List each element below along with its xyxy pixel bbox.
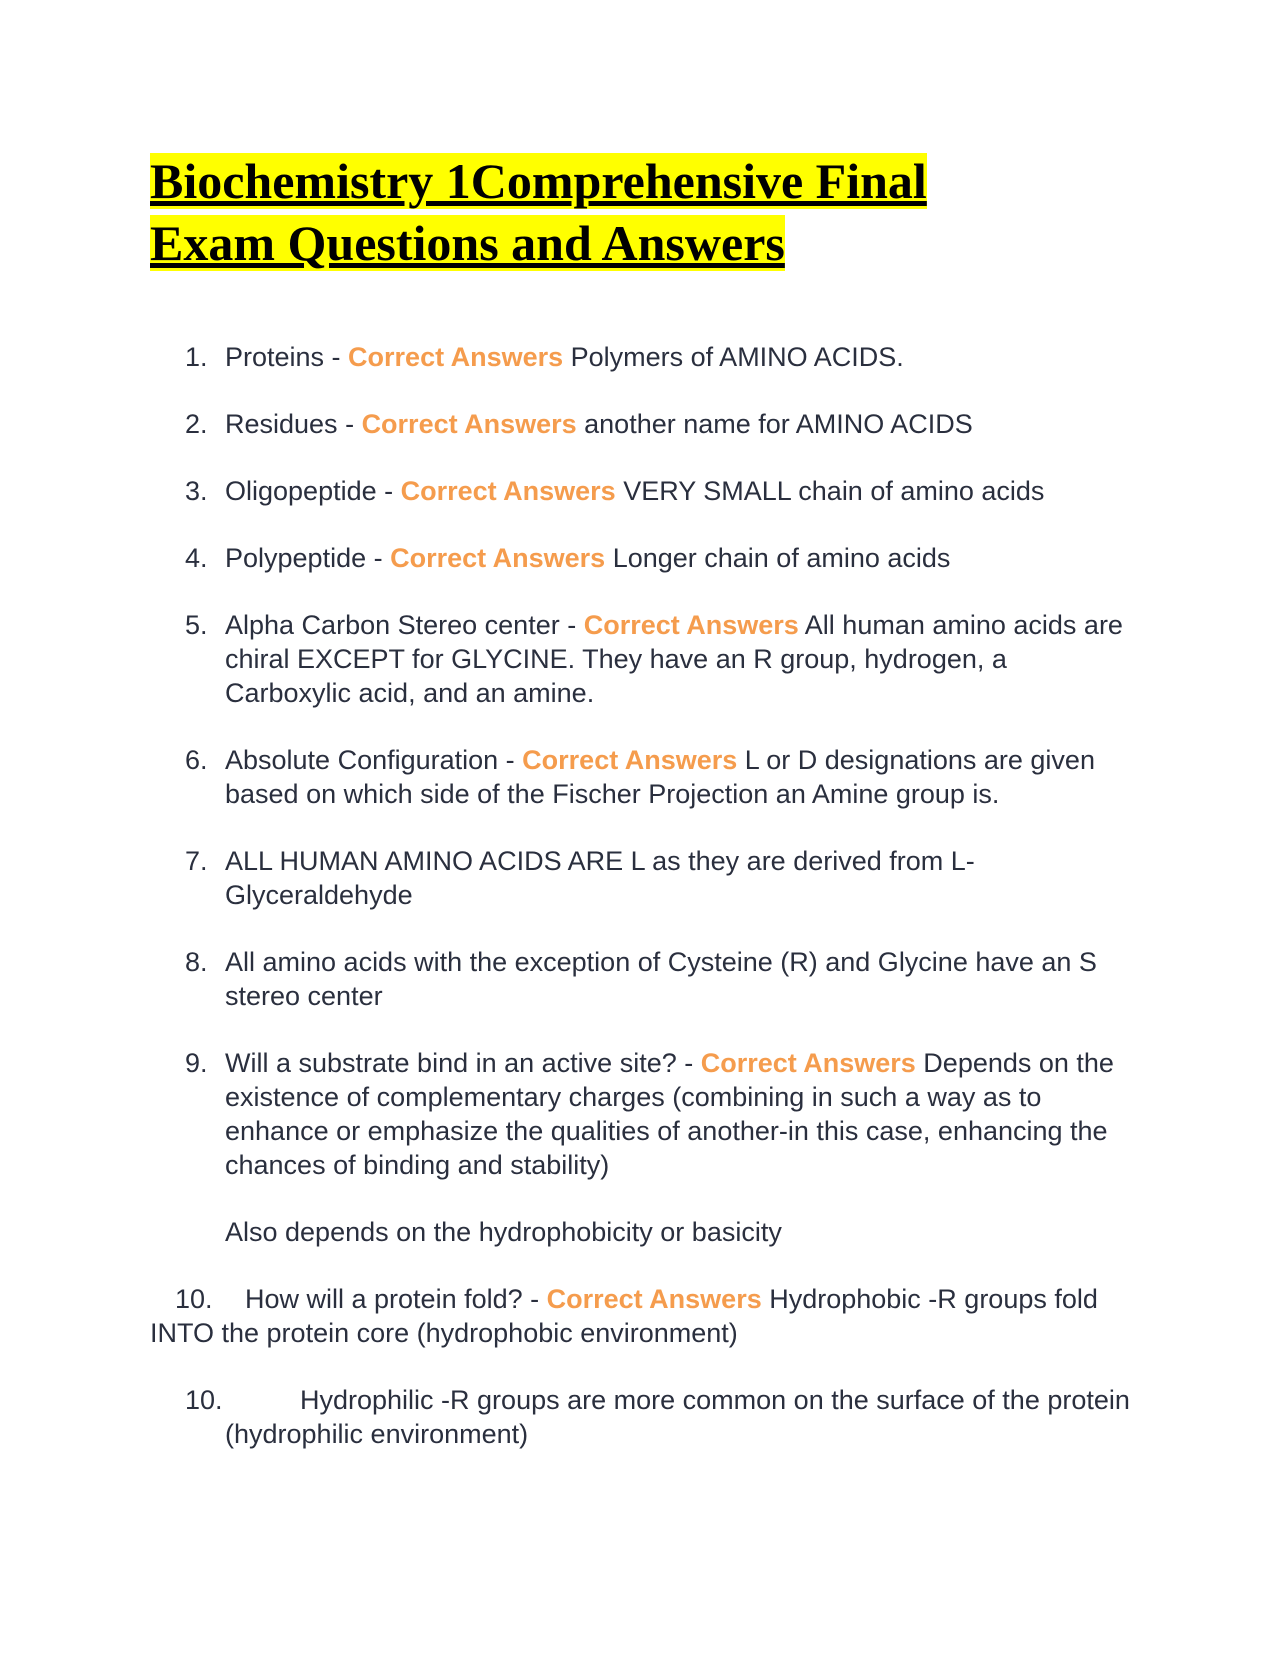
- item-answer: Hydrophobic -R groups fold INTO the protein core (hydrophobic environment): [150, 1284, 1098, 1348]
- item-number: 7.: [185, 846, 208, 876]
- item-number: 10.: [185, 1385, 223, 1415]
- item-answer: another name for AMINO ACIDS: [576, 409, 973, 439]
- qa-list: [0, 340, 1280, 1484]
- item-answer: Polymers of AMINO ACIDS.: [563, 342, 904, 372]
- item-number: 1.: [185, 342, 208, 372]
- item-question: Polypeptide -: [225, 543, 391, 573]
- list-item: [0, 608, 1130, 710]
- list-item: [0, 743, 1130, 811]
- item-question: Residues -: [225, 409, 362, 439]
- item-question: Alpha Carbon Stereo center -: [225, 610, 584, 640]
- item-answer: Depends on the existence of complementary charges (combining in such a way as to enhance or emphasize the qualities of another-in this case, enhancing the chances of binding and stability): [225, 1048, 1114, 1180]
- list-item: [0, 1383, 1130, 1451]
- correct-answers-label: Correct Answers: [583, 610, 799, 640]
- correct-answers-label: Correct Answers: [400, 476, 616, 506]
- list-item: [0, 1282, 1130, 1350]
- item-number: 4.: [185, 543, 208, 573]
- item-answer: All human amino acids are chiral EXCEPT for GLYCINE. They have an R group, hydrogen, a Carboxylic acid, and an amine.: [225, 610, 1123, 708]
- item-number: 5.: [185, 610, 208, 640]
- item-number: 10.: [175, 1284, 213, 1314]
- correct-answers-label: Correct Answers: [361, 409, 577, 439]
- item-answer: L or D designations are given based on which side of the Fischer Projection an Amine group is.: [225, 745, 1095, 809]
- item-question: Absolute Configuration -: [225, 745, 523, 775]
- correct-answers-label: Correct Answers: [522, 745, 738, 775]
- item-question: How will a protein fold? -: [245, 1284, 547, 1314]
- item-number: 2.: [185, 409, 208, 439]
- item-text: All amino acids with the exception of Cysteine (R) and Glycine have an S stereo center: [225, 947, 1097, 1011]
- item-answer: VERY SMALL chain of amino acids: [615, 476, 1045, 506]
- item-number: 8.: [185, 947, 208, 977]
- title-line-1: Biochemistry 1Comprehensive Final: [150, 153, 927, 209]
- list-item: [0, 541, 1130, 575]
- correct-answers-label: Correct Answers: [700, 1048, 916, 1078]
- correct-answers-label: Correct Answers: [348, 342, 564, 372]
- list-item: [0, 1046, 1130, 1249]
- title-line-2: Exam Questions and Answers: [150, 215, 785, 271]
- item-number: 9.: [185, 1048, 208, 1078]
- item-number: 6.: [185, 745, 208, 775]
- item-question: Will a substrate bind in an active site? -: [225, 1048, 701, 1078]
- item-question: Proteins -: [225, 342, 349, 372]
- list-item: [0, 340, 1130, 374]
- item-text: Hydrophilic -R groups are more common on the surface of the protein (hydrophilic environment): [225, 1385, 1130, 1449]
- correct-answers-label: Correct Answers: [390, 543, 606, 573]
- item-answer: Longer chain of amino acids: [605, 543, 951, 573]
- item-text: ALL HUMAN AMINO ACIDS ARE L as they are derived from L-Glyceraldehyde: [225, 846, 975, 910]
- page-title: [150, 150, 1130, 274]
- list-item: [0, 407, 1130, 441]
- list-item: [0, 945, 1130, 1013]
- item-number: 3.: [185, 476, 208, 506]
- list-item: [0, 474, 1130, 508]
- item-question: Oligopeptide -: [225, 476, 401, 506]
- list-item: [0, 844, 1130, 912]
- item-extra: Also depends on the hydrophobicity or basicity: [225, 1217, 782, 1247]
- correct-answers-label: Correct Answers: [546, 1284, 762, 1314]
